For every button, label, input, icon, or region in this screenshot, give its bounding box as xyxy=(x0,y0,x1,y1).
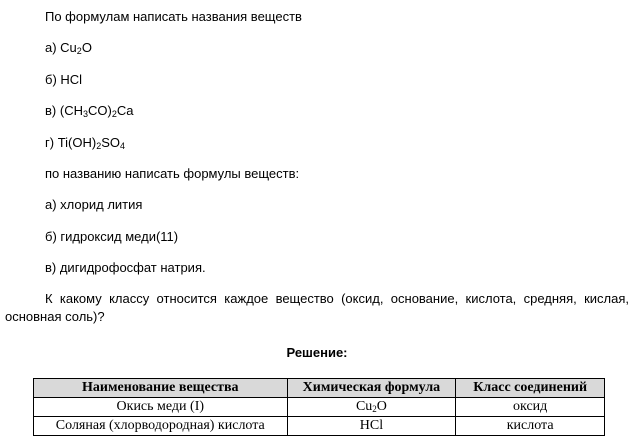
formula-text: Ti(OH) xyxy=(57,135,97,150)
formula-text: (CH xyxy=(59,103,83,118)
name-item-c: в) дигидрофосфат натрия. xyxy=(45,260,206,275)
item-prefix: г) xyxy=(45,135,58,150)
name-item-a: а) хлорид лития xyxy=(45,197,143,212)
name-item-b: б) гидроксид меди(11) xyxy=(45,229,179,244)
header-compound-class: Класс соединений xyxy=(456,379,605,398)
formula-text: Cu xyxy=(60,40,77,55)
cell-formula xyxy=(287,398,456,417)
formula-text: HCl xyxy=(359,418,384,433)
formula-text: Ca xyxy=(116,103,134,118)
formula-text: CO) xyxy=(87,103,112,118)
formula-text: HCl xyxy=(60,72,83,87)
formula-item-d xyxy=(45,135,125,151)
table-row xyxy=(34,417,605,436)
formula-text: O xyxy=(376,399,387,414)
header-substance-name: Наименование вещества xyxy=(34,379,288,398)
question-paragraph: К какому классу относится каждое вещество (оксид, основание, кислота, средняя, кислая, основная соль)? xyxy=(5,291,629,324)
formula-subscript: 2 xyxy=(372,404,377,414)
task-intro: По формулам написать названия веществ xyxy=(45,9,302,24)
formula-subscript: 4 xyxy=(120,141,126,151)
formula-subscript: 2 xyxy=(96,141,102,151)
cell-class: оксид xyxy=(456,398,605,417)
header-chemical-formula: Химическая формула xyxy=(287,379,456,398)
formula-text: SO xyxy=(101,135,121,150)
solution-heading: Решение: xyxy=(286,345,348,360)
formula-text: Cu xyxy=(355,399,373,414)
cell-class: кислота xyxy=(456,417,605,436)
cell-formula xyxy=(287,417,456,436)
item-prefix: а) xyxy=(45,40,61,55)
formula-item-c xyxy=(45,103,133,119)
formula-text: O xyxy=(81,40,92,55)
table-header-row xyxy=(34,379,605,398)
formula-subscript: 3 xyxy=(82,109,88,119)
formula-subscript: 2 xyxy=(111,109,117,119)
cell-substance-name: Окись меди (I) xyxy=(34,398,288,417)
formula-item-a xyxy=(45,40,92,56)
by-name-intro: по названию написать формулы веществ: xyxy=(45,166,300,181)
item-prefix: в) xyxy=(45,103,60,118)
table-row xyxy=(34,398,605,417)
item-prefix: б) xyxy=(45,72,61,87)
formula-subscript: 2 xyxy=(76,46,82,56)
formula-item-b xyxy=(45,72,82,88)
cell-substance-name: Соляная (хлорводородная) кислота xyxy=(34,417,288,436)
answer-table xyxy=(33,378,605,436)
